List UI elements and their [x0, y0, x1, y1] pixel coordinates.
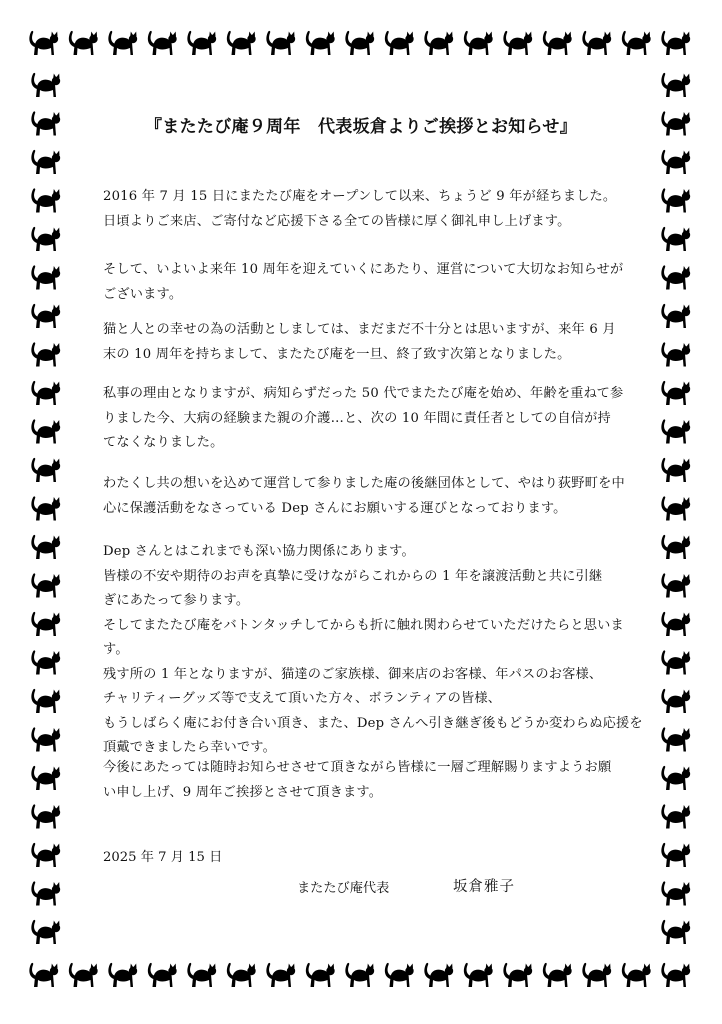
letter-date: 2025 年 7 月 15 日	[103, 850, 223, 865]
black-cat-icon	[69, 31, 98, 55]
black-cat-icon	[31, 804, 60, 828]
text-line: 日頃よりご来店、ご寄付など応援下さる全ての皆様に厚く御礼申し上げます。	[103, 213, 571, 229]
black-cat-icon	[661, 689, 690, 713]
text-line: 頂戴できましたら幸いです。	[103, 740, 276, 755]
black-cat-icon	[661, 766, 690, 790]
black-cat-icon	[661, 31, 690, 55]
black-cat-icon	[661, 650, 690, 674]
black-cat-icon	[661, 342, 690, 366]
black-cat-icon	[31, 381, 60, 405]
text-line: 猫と人との幸せの為の活動としましては、まだまだ不十分とは思いますが、来年 6 月	[103, 322, 616, 337]
black-cat-icon	[69, 963, 98, 987]
black-cat-icon	[31, 650, 60, 674]
black-cat-icon	[187, 31, 216, 55]
text-line: もうしばらく庵にお付き合い頂き、また、Dep さんへ引き継ぎ後もどうか変わらぬ応援を	[103, 715, 643, 731]
black-cat-icon	[31, 265, 60, 289]
black-cat-icon	[622, 31, 651, 55]
black-cat-icon	[622, 963, 651, 987]
text-line: 残す所の 1 年となりますが、猫達のご家族様、御来店のお客様、年パスのお客様、	[103, 666, 603, 682]
paragraph	[103, 540, 643, 761]
black-cat-icon	[345, 31, 374, 55]
black-cat-icon	[148, 963, 177, 987]
black-cat-icon	[29, 963, 58, 987]
paragraph	[103, 472, 623, 521]
black-cat-icon	[266, 963, 295, 987]
text-line: 末の 10 周年を持ちまして、またたび庵を一旦、終了致す次第となりました。	[103, 346, 571, 362]
black-cat-icon	[31, 535, 60, 559]
text-line: 心に保護活動をなさっている Dep さんにお願いする運びとなっております。	[103, 500, 567, 516]
black-cat-icon	[661, 419, 690, 443]
black-cat-icon	[661, 804, 690, 828]
black-cat-icon	[661, 727, 690, 751]
black-cat-icon	[582, 31, 611, 55]
text-line: 2016 年 7 月 15 日にまたたび庵をオープンして以来、ちょうど 9 年が経ちました。	[103, 189, 617, 204]
text-line: そして、いよいよ来年 10 周年を迎えていくにあたり、運営について大切なお知らせが	[103, 262, 624, 277]
black-cat-icon	[503, 31, 532, 55]
paragraph	[103, 258, 623, 307]
text-line: 今後にあたっては随時お知らせさせて頂きながら皆様に一層ご理解賜りますようお願	[103, 760, 612, 775]
black-cat-icon	[345, 963, 374, 987]
text-line: りました今、大病の経験また親の介護…と、次の 10 年間に責任者としての自信が持	[103, 410, 611, 426]
paragraph	[103, 756, 623, 805]
text-line: そしてまたたび庵をバトンタッチしてからも折に触れ関わらせていただけたらと思いま	[103, 617, 624, 633]
black-cat-icon	[661, 920, 690, 944]
black-cat-icon	[108, 31, 137, 55]
black-cat-icon	[31, 843, 60, 867]
black-cat-icon	[187, 963, 216, 987]
black-cat-icon	[31, 73, 60, 97]
black-cat-icon	[31, 727, 60, 751]
black-cat-icon	[661, 150, 690, 174]
page-title: 『またたび庵９周年 代表坂倉よりご挨拶とお知らせ』	[145, 117, 577, 137]
black-cat-icon	[661, 881, 690, 905]
signature-name: 坂倉雅子	[453, 879, 515, 895]
black-cat-icon	[31, 573, 60, 597]
black-cat-icon	[661, 265, 690, 289]
black-cat-icon	[31, 881, 60, 905]
black-cat-icon	[661, 227, 690, 251]
text-line: わたくし共の想いを込めて運営して参りました庵の後継団体として、やはり荻野町を中	[103, 476, 625, 491]
black-cat-icon	[31, 188, 60, 212]
black-cat-icon	[582, 963, 611, 987]
text-line: てなくなりました。	[103, 435, 224, 450]
black-cat-icon	[31, 342, 60, 366]
black-cat-icon	[385, 963, 414, 987]
black-cat-icon	[661, 843, 690, 867]
black-cat-icon	[464, 31, 493, 55]
black-cat-icon	[31, 227, 60, 251]
black-cat-icon	[661, 304, 690, 328]
text-line: 私事の理由となりますが、病知らずだった 50 代でまたたび庵を始め、年齢を重ねて参	[103, 386, 624, 401]
black-cat-icon	[108, 963, 137, 987]
black-cat-icon	[31, 920, 60, 944]
black-cat-icon	[503, 963, 532, 987]
text-line: ぎにあたって参ります。	[103, 593, 250, 608]
text-line: Dep さんとはこれまでも深い協力関係にあります。	[103, 544, 415, 559]
signature-role: またたび庵代表	[297, 881, 390, 896]
black-cat-icon	[661, 573, 690, 597]
text-line: 皆様の不安や期待のお声を真摯に受けながらこれからの 1 年を譲渡活動と共に引継	[103, 568, 603, 584]
black-cat-icon	[31, 612, 60, 636]
black-cat-icon	[424, 31, 453, 55]
black-cat-icon	[661, 381, 690, 405]
black-cat-icon	[543, 31, 572, 55]
black-cat-icon	[266, 31, 295, 55]
black-cat-icon	[227, 963, 256, 987]
black-cat-icon	[31, 458, 60, 482]
paragraph	[103, 185, 623, 234]
black-cat-icon	[661, 496, 690, 520]
text-line: い申し上げ、9 周年ご挨拶とさせて頂きます。	[103, 784, 383, 800]
black-cat-icon	[661, 612, 690, 636]
black-cat-icon	[227, 31, 256, 55]
black-cat-icon	[148, 31, 177, 55]
black-cat-icon	[661, 188, 690, 212]
black-cat-icon	[31, 150, 60, 174]
black-cat-icon	[29, 31, 58, 55]
black-cat-icon	[543, 963, 572, 987]
black-cat-icon	[661, 963, 690, 987]
black-cat-icon	[31, 496, 60, 520]
paragraph	[103, 318, 623, 367]
black-cat-icon	[306, 31, 335, 55]
black-cat-icon	[31, 304, 60, 328]
black-cat-icon	[306, 963, 335, 987]
black-cat-icon	[385, 31, 414, 55]
black-cat-icon	[661, 535, 690, 559]
paragraph	[103, 382, 623, 456]
black-cat-icon	[31, 689, 60, 713]
black-cat-icon	[31, 419, 60, 443]
text-line: す。	[103, 642, 129, 657]
black-cat-icon	[424, 963, 453, 987]
black-cat-icon	[31, 766, 60, 790]
black-cat-icon	[661, 73, 690, 97]
black-cat-icon	[464, 963, 493, 987]
text-line: チャリティーグッズ等で支えて頂いた方々、ボランティアの皆様、	[103, 691, 502, 706]
black-cat-icon	[661, 458, 690, 482]
text-line: ございます。	[103, 286, 183, 302]
